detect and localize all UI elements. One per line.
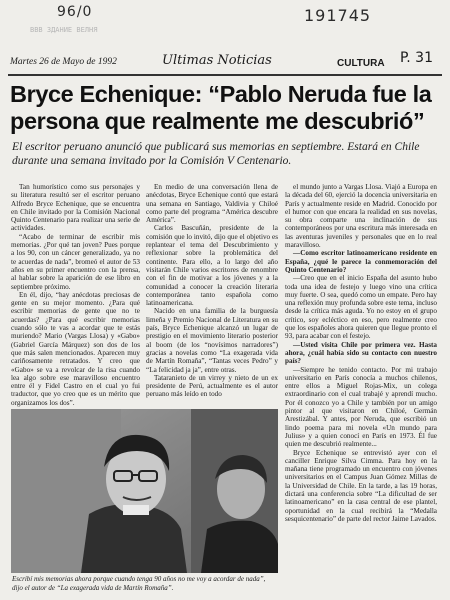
- issue-date: Martes 26 de Mayo de 1992: [10, 57, 117, 67]
- interview-question: —Como escritor latinoamericano residente en España, ¿qué le parece la conmemoración del Quinto Centenario?: [285, 249, 437, 274]
- subheadline: El escritor peruano anunció que publicará sus memorias en septiembre. Estará en Chile durante una semana invitado por la Comisión V Centenario.: [12, 141, 420, 167]
- paragraph: En medio de una conversación llena de anécdotas, Bryce Echenique contó que estará una semana en Santiago, Valdivia y Chiloé como parte del programa “América descubre América”.: [146, 183, 278, 225]
- section-label: CULTURA: [337, 58, 385, 69]
- paragraph: Carlos Bascuñán, presidente de la comisión que lo invitó, dijo que el objetivo es replantear el tema del Descubrimiento y reflexionar sobre la problemática del continente. Para ello, a lo largo del año visitarán Chile varios escritores de renombre con el fin de motivar a los jóvenes y a la comunidad a conocer la creación literaria contemporánea tanto española como latinoamericana.: [146, 224, 278, 308]
- paragraph: En él, dijo, “hay anécdotas preciosas de gente en su mejor momento. ¿Para qué escribir memorias de gente que no te acuerdas? ¿Para qué escribir memorias cuando sólo te vas a acordar que te estás muriendo? Mario (Vargas Llosa) y «Gabo» (Gabriel García Márquez) son dos de los que más salen mencionados. Aparecen muy cariñosamente retratados. Y creo que «Gabo» se va a revolcar de la risa cuando lea algo sobre ese maravilloso encuentro entre él y Fidel Castro en el cual yo fui traductor, que yo creo que es un mérito que organizamos los dos”.: [11, 290, 140, 407]
- headline: Bryce Echenique: “Pablo Neruda fue la persona que realmente me descubrió”: [10, 81, 432, 134]
- paragraph: Bryce Echenique se entrevistó ayer con el canciller Enrique Silva Cimma. Para hoy en la mañana tiene programado un encuentro con jóvenes universitarios en el Campus Juan Gómez Millas de la Universidad de Chile. En la tarde, a las 19 horas, dictará una conferencia sobre “La dificultad de ser latinoamericano” en la casa central de ese plantel, oportunidad en la cual recibirá la “Medalla sesquicentenario” de parte del rector Jaime Lavados.: [285, 448, 437, 523]
- author-photo: [11, 409, 278, 573]
- publication-name: Ultimas Noticias: [162, 53, 272, 68]
- faint-stamp: ВВВ ЗДАНИЕ ВЕЛНЯ: [30, 26, 98, 34]
- handwritten-archive-number: 96/0: [57, 4, 93, 20]
- interview-answer: —Creo que en el inicio España del asunto hubo toda una idea de festejo y luego vino una crítica muy fuerte. O sea, quedó como un empate. Pero hay una reflexión muy profunda sobre este tema, incluso desde la crítica más aguda. Yo no estoy en el grupo crítico, soy ecléctico en eso, pero realmente creo que los españoles ahora quieren que llegue pronto el 93, para acabar con el festejo.: [285, 274, 437, 341]
- portrait-illustration: [11, 409, 278, 573]
- paragraph: el mundo junto a Vargas Llosa. Viajó a Europa en la década del 60, ejerció la docencia universitaria en París y actualmente reside en Madrid. Conocido por el humor con que encara la realidad en sus novelas, su obra comparte una inclinación de sus contemporáneos por una escritura más interesada en las aventuras juveniles y personales que en lo real maravilloso.: [285, 183, 437, 250]
- paragraph: Tataranieto de un virrey y nieto de un ex presidente de Perú, actualmente es el autor peruano más leído en todo: [146, 373, 278, 399]
- interview-answer: —Siempre he tenido contacto. Por mi trabajo universitario en París conocía a muchos chilenos, entre ellos a Miguel Rojas-Mix, un colega extraordinario con el cual trabajé y aprendí mucho. Por él conozco yo a Chile y también por un amigo pintor al que visitaron en Chiloé, Germán Arestizábal. Y antes, por Neruda, que escribió un lindo poema para mi novela «Un mundo para Julius» y a quien conocí en París en 1973. Él fue quien me descubrió realmente...: [285, 365, 437, 449]
- paragraph: Tan humorístico como sus personajes y su literatura resultó ser el escritor peruano Alfredo Bryce Echenique, que se encuentra en Chile invitado por la Comisión Nacional Quinto Centenario para realizar una serie de actividades.: [11, 183, 140, 233]
- paragraph: Nacido en una familia de la burguesía limeña y Premio Nacional de Literatura en su país, Bryce Echenique alcanzó un lugar de prestigio en el movimiento literario posterior al boom (de los “novísimos narradores”) gracias a novelas como “La exagerada vida de Martín Romaña”, “Tantas veces Pedro” y “La felicidad ja ja”, entre otras.: [146, 307, 278, 374]
- header-rule: [8, 74, 442, 76]
- handwritten-page-number: P. 31: [400, 50, 433, 66]
- article-column-2: [146, 183, 278, 408]
- handwritten-catalog-number: 191745: [304, 6, 372, 25]
- article-column-3: [285, 183, 437, 588]
- paragraph: “Acabo de terminar de escribir mis memorias. ¿Por qué tan joven? Pues porque a los 90, con un cáncer generalizado, ya no te acuerdas de nada”, bromeó el autor de 53 años en su primer encuentro con la prensa, al hablar sobre la aparición de ese libro en septiembre próximo.: [11, 232, 140, 291]
- photo-caption: Escribí mis memorias ahora porque cuando tenga 90 años no me voy a acordar de nada”, dijo el autor de “La exagerada vida de Martín Romaña”.: [12, 575, 266, 592]
- interview-question: —Usted visita Chile por primera vez. Hasta ahora, ¿cuál había sido su contacto con nuestro país?: [285, 340, 437, 366]
